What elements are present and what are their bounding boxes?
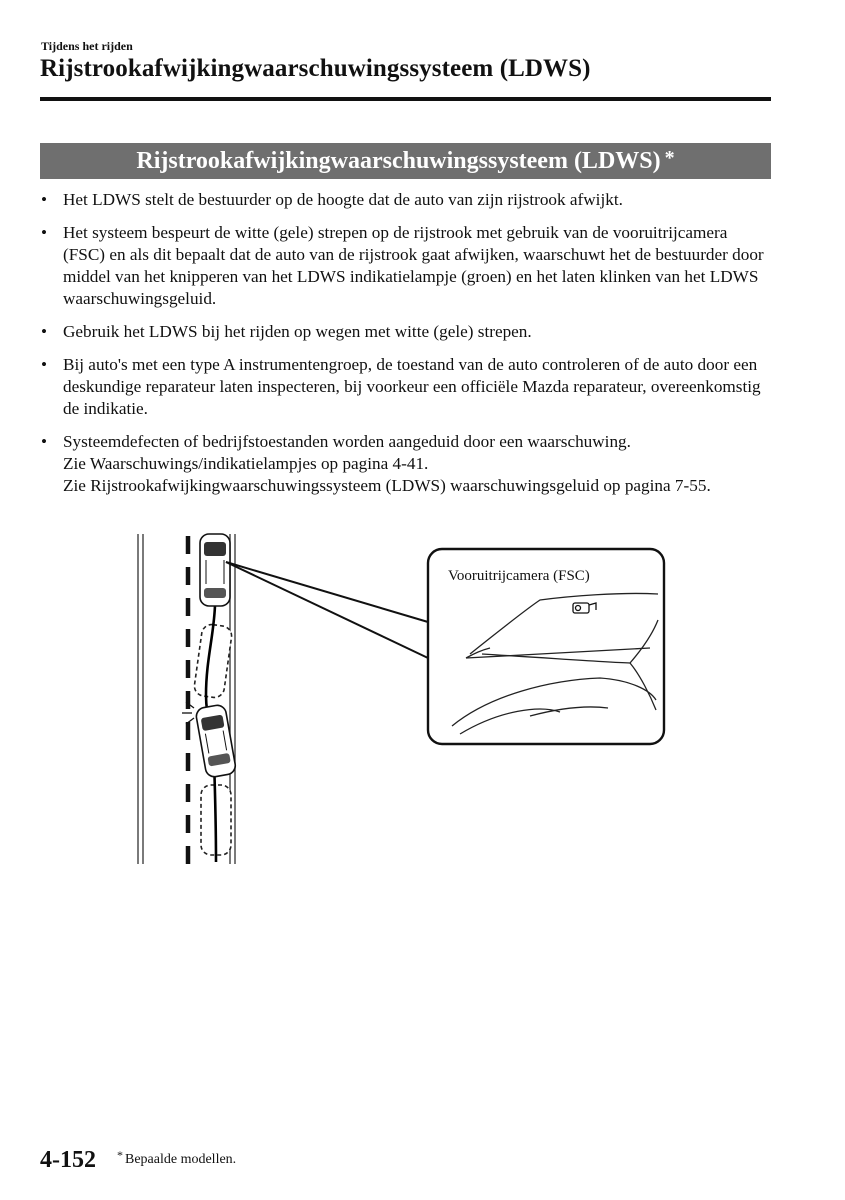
title-divider [40,97,771,101]
bullet-item [40,321,770,343]
bullet-text: Het systeem bespeurt de witte (gele) strepen op de rijstrook met gebruik van de vooruitrijcamera (FSC) en als dit bepaalt dat de auto van de rijstrook gaat afwijken, waarschuwt het de bestuurder door middel van het knipperen van het LDWS indikatielampje (groen) en het laten klinken van het LDWS waarschuwingsgeluid. [63,223,764,308]
callout-leader-lines [226,562,428,658]
banner-title: Rijstrookafwijkingwaarschuwingssysteem (LDWS) [136,147,661,174]
bullet-marker: • [41,432,48,451]
car-top [200,534,230,606]
bullet-marker: • [41,223,48,242]
bullet-marker: • [41,190,48,209]
ldws-illustration [130,530,670,875]
footnote-marker: * [117,1148,123,1162]
bullet-text: Bij auto's met een type A instrumentengroep, de toestand van de auto controleren of de auto door een deskundige reparateur laten inspecteren, bij voorkeur een officiële Mazda reparateur, overeenkomstig de indikatie. [63,355,761,418]
bullet-list [40,189,770,508]
asterisk-marker: * [664,146,675,169]
page-title: Rijstrookafwijkingwaarschuwingssysteem (LDWS) [40,55,591,82]
bullet-text: Zie Rijstrookafwijkingwaarschuwingssysteem (LDWS) waarschuwingsgeluid op pagina 7-55. [63,476,711,495]
footnote-text: Bepaalde modellen. [125,1152,237,1167]
section-banner [40,143,771,179]
bullet-text: Het LDWS stelt de bestuurder op de hoogte dat de auto van zijn rijstrook afwijkt. [63,190,623,209]
callout-label: Vooruitrijcamera (FSC) [448,568,590,584]
bullet-item [40,189,770,211]
bullet-item [40,354,770,420]
bullet-item [40,431,770,497]
page-number: 4-152 [40,1147,96,1173]
bullet-text: Systeemdefecten of bedrijfstoestanden worden aangeduid door een waarschuwing. [63,432,631,451]
bullet-text: Gebruik het LDWS bij het rijden op wegen met witte (gele) strepen. [63,322,532,341]
footnote [117,1148,237,1168]
bullet-item [40,222,770,310]
bullet-marker: • [41,355,48,374]
road-edge-left [138,534,143,864]
bullet-marker: • [41,322,48,341]
bullet-text: Zie Waarschuwings/indikatielampjes op pagina 4-41. [63,454,429,473]
section-header: Tijdens het rijden [41,39,133,53]
